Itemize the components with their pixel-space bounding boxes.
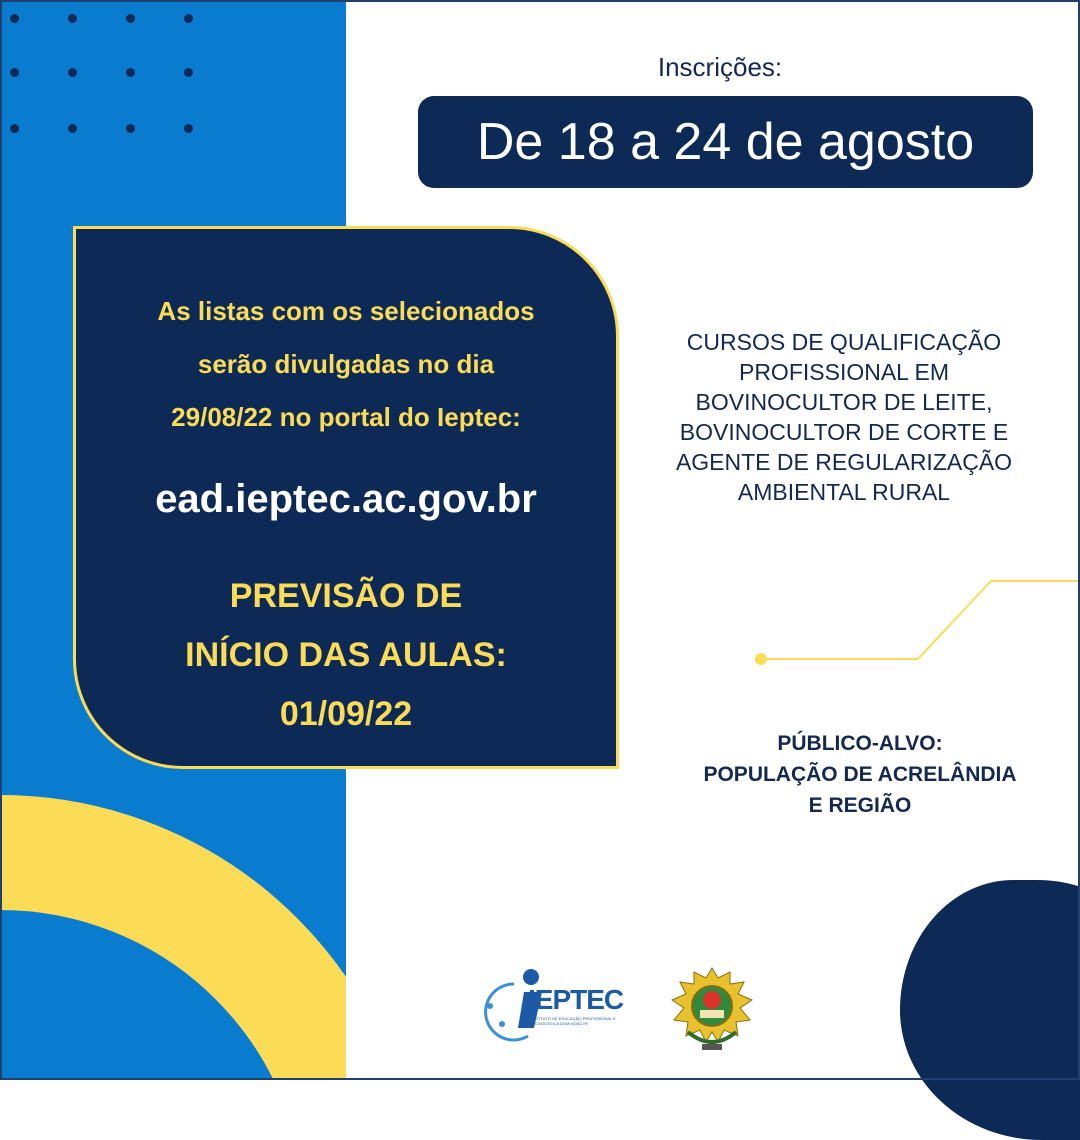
announcement-line: 29/08/22 no portal do Ieptec: (171, 402, 521, 432)
registration-label: Inscrições: (657, 52, 783, 82)
decorative-dot (68, 14, 77, 23)
decorative-dot (68, 124, 77, 133)
courses-description (628, 327, 1060, 507)
course-line: AMBIENTAL RURAL (737, 479, 951, 505)
decorative-dot (184, 68, 193, 77)
selection-info-card (73, 226, 619, 769)
course-line: PROFISSIONAL EM (738, 359, 950, 385)
registration-date-text: De 18 a 24 de agosto (476, 113, 975, 171)
decorative-dot (10, 68, 19, 77)
decorative-dot (68, 68, 77, 77)
portal-url-link[interactable]: ead.ieptec.ac.gov.br (155, 477, 537, 521)
course-line: CURSOS DE QUALIFICAÇÃO (686, 329, 1002, 355)
course-line: AGENTE DE REGULARIZAÇÃO (675, 449, 1013, 475)
ieptec-wordmark: IEPTEC (528, 984, 624, 1015)
course-line: BOVINOCULTOR DE LEITE, (695, 389, 993, 415)
audience-line: POPULAÇÃO DE ACRELÂNDIA (703, 763, 1017, 786)
yellow-arc-decoration (0, 795, 346, 1080)
audience-line: E REGIÃO (808, 794, 912, 817)
audience-title: PÚBLICO-ALVO: (777, 732, 943, 755)
decorative-dot (126, 14, 135, 23)
decorative-dot (126, 124, 135, 133)
decorative-dot (184, 124, 193, 133)
announcement-line: As listas com os selecionados (157, 296, 535, 326)
course-line: BOVINOCULTOR DE CORTE E (679, 419, 1009, 445)
forecast-line: INÍCIO DAS AULAS: (185, 636, 507, 674)
target-audience (640, 728, 1080, 821)
ieptec-tagline: INSTITUTO DE EDUCAÇÃO PROFISSIONAL E TECNOLÓGICA DOM MOACYR (530, 1016, 616, 1026)
forecast-date: 01/09/22 (279, 695, 413, 733)
decorative-dot (10, 14, 19, 23)
navy-blob-decoration (900, 880, 1080, 1140)
acre-state-seal-icon (670, 966, 754, 1056)
decorative-dot (126, 68, 135, 77)
class-start-forecast (76, 567, 616, 744)
announcement-line: serão divulgadas no dia (197, 349, 495, 379)
decorative-dot (10, 124, 19, 133)
selection-announcement (76, 285, 616, 444)
decorative-dot (184, 14, 193, 23)
registration-date-badge (418, 96, 1033, 188)
ieptec-logo (484, 966, 624, 1046)
forecast-line: PREVISÃO DE (229, 577, 463, 615)
